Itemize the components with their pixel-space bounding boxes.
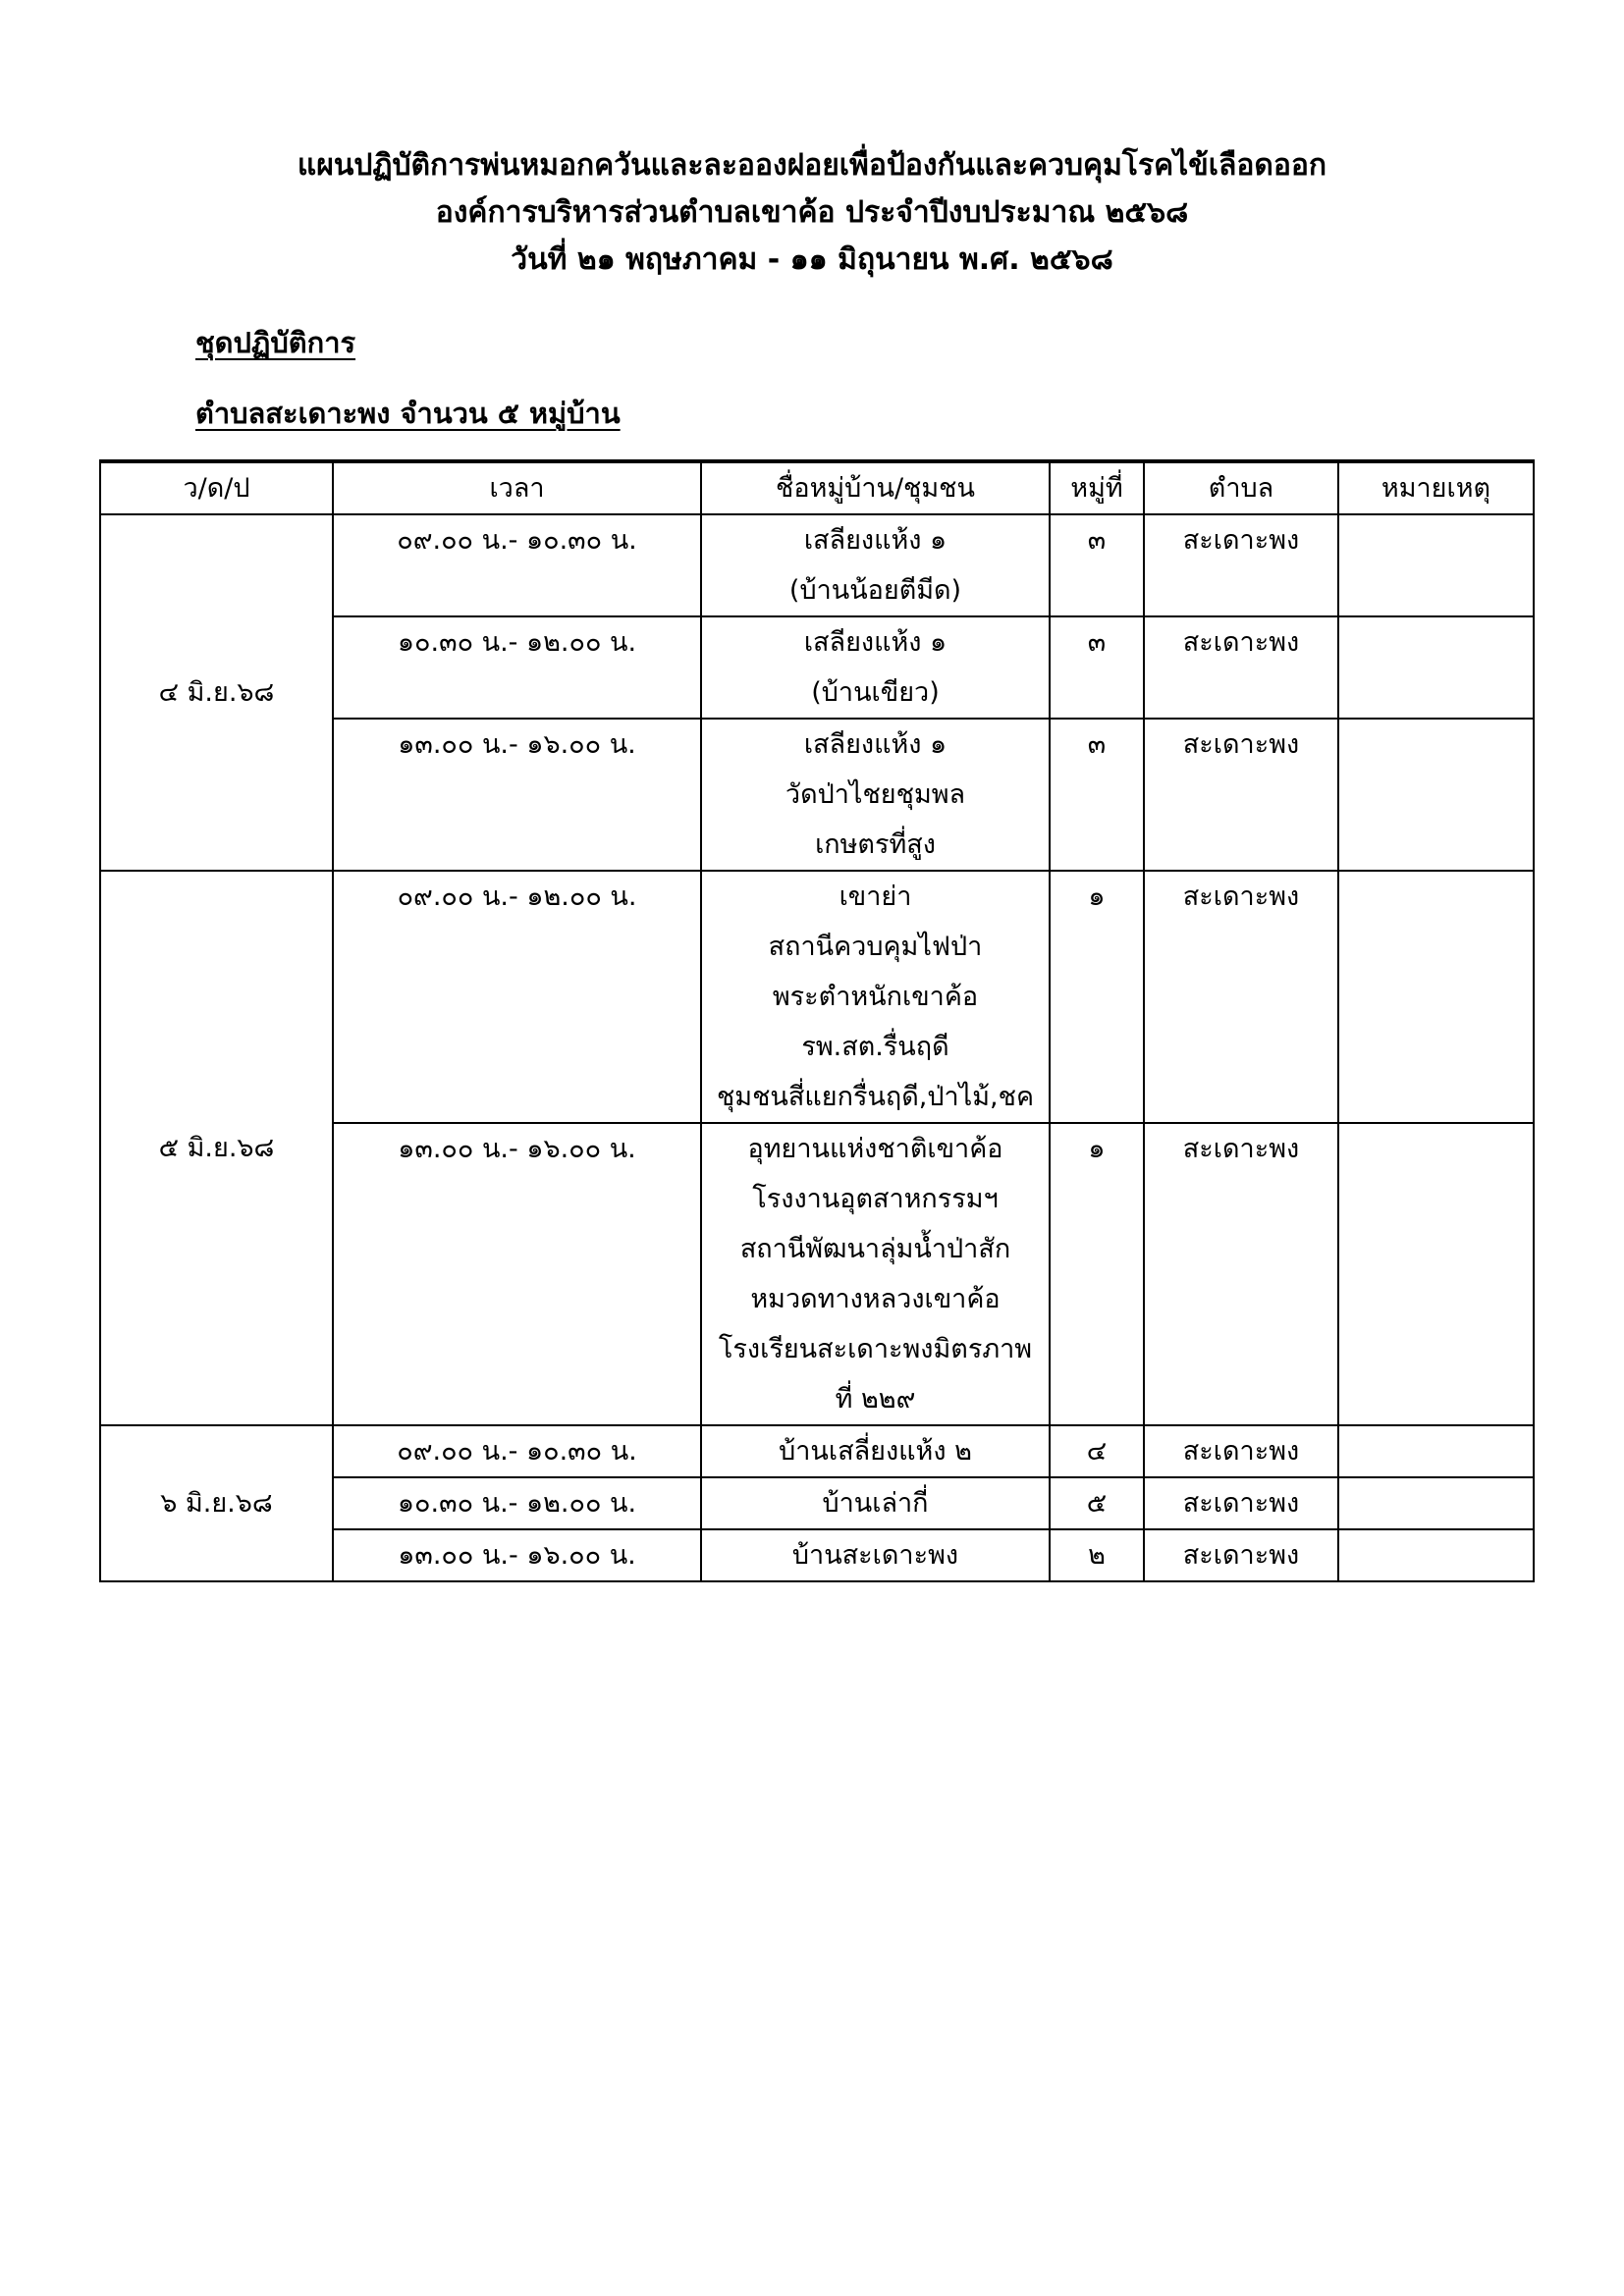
column-header-date: ว/ด/ป (100, 461, 333, 514)
village-name-line: พระตำหนักเขาค้อ (772, 982, 979, 1012)
table-row (100, 514, 1534, 616)
date-cell: ๖ มิ.ย.๖๘ (100, 1425, 333, 1581)
moo-cell: ๓ (1050, 719, 1144, 871)
village-name-line: เสลียงแห้ง ๑ (803, 525, 947, 556)
date-cell: ๔ มิ.ย.๖๘ (100, 514, 333, 871)
schedule-table (99, 459, 1535, 1582)
subdistrict-cell: สะเดาะพง (1144, 719, 1338, 871)
village-name-line: บ้านเสลี่ยงแห้ง ๒ (779, 1436, 972, 1467)
village-name-line: โรงเรียนสะเดาะพงมิตรภาพ (718, 1334, 1033, 1364)
village-cell (701, 1123, 1050, 1425)
subdistrict-cell: สะเดาะพง (1144, 1123, 1338, 1425)
remark-cell (1338, 871, 1534, 1123)
village-name-line: เขาย่า (839, 881, 912, 912)
village-cell (701, 514, 1050, 616)
time-cell: ๐๙.๐๐ น.- ๑๒.๐๐ น. (333, 871, 701, 1123)
remark-cell (1338, 616, 1534, 719)
time-cell: ๑๐.๓๐ น.- ๑๒.๐๐ น. (333, 1477, 701, 1529)
village-name-line: วัดป่าไชยชุมพล (785, 779, 966, 810)
village-name-line: สถานีควบคุมไฟป่า (768, 932, 983, 962)
time-cell: ๐๙.๐๐ น.- ๑๐.๓๐ น. (333, 514, 701, 616)
schedule-body (100, 514, 1534, 1581)
remark-cell (1338, 1529, 1534, 1581)
subdistrict-heading: ตำบลสะเดาะพง จำนวน ๕ หมู่บ้าน (195, 397, 621, 430)
village-cell (701, 616, 1050, 719)
column-header-moo: หมู่ที่ (1050, 461, 1144, 514)
table-header-row (100, 461, 1534, 514)
moo-cell: ๓ (1050, 616, 1144, 719)
moo-cell: ๔ (1050, 1425, 1144, 1477)
remark-cell (1338, 1477, 1534, 1529)
title-line-plan: แผนปฏิบัติการพ่นหมอกควันและละอองฝอยเพื่อป้องกันและควบคุมโรคไข้เลือดออก (297, 148, 1327, 183)
remark-cell (1338, 1123, 1534, 1425)
remark-cell (1338, 719, 1534, 871)
village-name-line: ชุมชนสี่แยกรื่นฤดี,ป่าไม้,ชค (716, 1082, 1035, 1112)
column-header-time: เวลา (333, 461, 701, 514)
village-cell (701, 871, 1050, 1123)
village-name-line: บ้านสะเดาะพง (791, 1540, 959, 1571)
time-cell: ๑๐.๓๐ น.- ๑๒.๐๐ น. (333, 616, 701, 719)
village-name-line: (บ้านน้อยตีมีด) (788, 575, 962, 606)
moo-cell: ๑ (1050, 1123, 1144, 1425)
document-title (0, 142, 1624, 284)
village-name-line: หมวดทางหลวงเขาค้อ (750, 1284, 1001, 1314)
time-cell: ๑๓.๐๐ น.- ๑๖.๐๐ น. (333, 1123, 701, 1425)
subdistrict-cell: สะเดาะพง (1144, 1477, 1338, 1529)
moo-cell: ๕ (1050, 1477, 1144, 1529)
subdistrict-cell: สะเดาะพง (1144, 1529, 1338, 1581)
date-cell: ๕ มิ.ย.๖๘ (100, 871, 333, 1425)
village-name-line: (บ้านเขียว) (811, 677, 940, 708)
subdistrict-cell: สะเดาะพง (1144, 871, 1338, 1123)
village-name-line: เสลียงแห้ง ๑ (803, 627, 947, 658)
moo-cell: ๑ (1050, 871, 1144, 1123)
village-cell (701, 719, 1050, 871)
village-name-line: โรงงานอุตสาหกรรมฯ (752, 1184, 999, 1214)
village-name-line: เสลียงแห้ง ๑ (803, 729, 947, 760)
remark-cell (1338, 514, 1534, 616)
village-name-line: สถานีพัฒนาลุ่มน้ำป่าสัก (739, 1234, 1011, 1264)
moo-cell: ๓ (1050, 514, 1144, 616)
village-name-line: ที่ ๒๒๙ (835, 1384, 916, 1415)
column-header-subdistrict: ตำบล (1144, 461, 1338, 514)
village-cell (701, 1425, 1050, 1477)
time-cell: ๐๙.๐๐ น.- ๑๐.๓๐ น. (333, 1425, 701, 1477)
village-cell (701, 1529, 1050, 1581)
column-header-village: ชื่อหมู่บ้าน/ชุมชน (701, 461, 1050, 514)
village-name-line: เกษตรที่สูง (815, 829, 936, 860)
village-name-line: บ้านเล่ากี่ (822, 1488, 929, 1519)
column-header-remark: หมายเหตุ (1338, 461, 1534, 514)
subdistrict-cell: สะเดาะพง (1144, 616, 1338, 719)
table-row (100, 1425, 1534, 1477)
title-line-organization: องค์การบริหารส่วนตำบลเขาค้อ ประจำปีงบประมาณ ๒๕๖๘ (435, 195, 1189, 230)
village-name-line: รพ.สต.รื่นฤดี (801, 1032, 949, 1062)
time-cell: ๑๓.๐๐ น.- ๑๖.๐๐ น. (333, 719, 701, 871)
time-cell: ๑๓.๐๐ น.- ๑๖.๐๐ น. (333, 1529, 701, 1581)
village-name-line: อุทยานแห่งชาติเขาค้อ (747, 1134, 1003, 1164)
village-cell (701, 1477, 1050, 1529)
section-heading: ชุดปฏิบัติการ (195, 326, 356, 359)
remark-cell (1338, 1425, 1534, 1477)
table-row (100, 871, 1534, 1123)
subdistrict-cell: สะเดาะพง (1144, 1425, 1338, 1477)
moo-cell: ๒ (1050, 1529, 1144, 1581)
title-line-date-range: วันที่ ๒๑ พฤษภาคม - ๑๑ มิถุนายน พ.ศ. ๒๕๖๘ (511, 242, 1113, 277)
subdistrict-cell: สะเดาะพง (1144, 514, 1338, 616)
